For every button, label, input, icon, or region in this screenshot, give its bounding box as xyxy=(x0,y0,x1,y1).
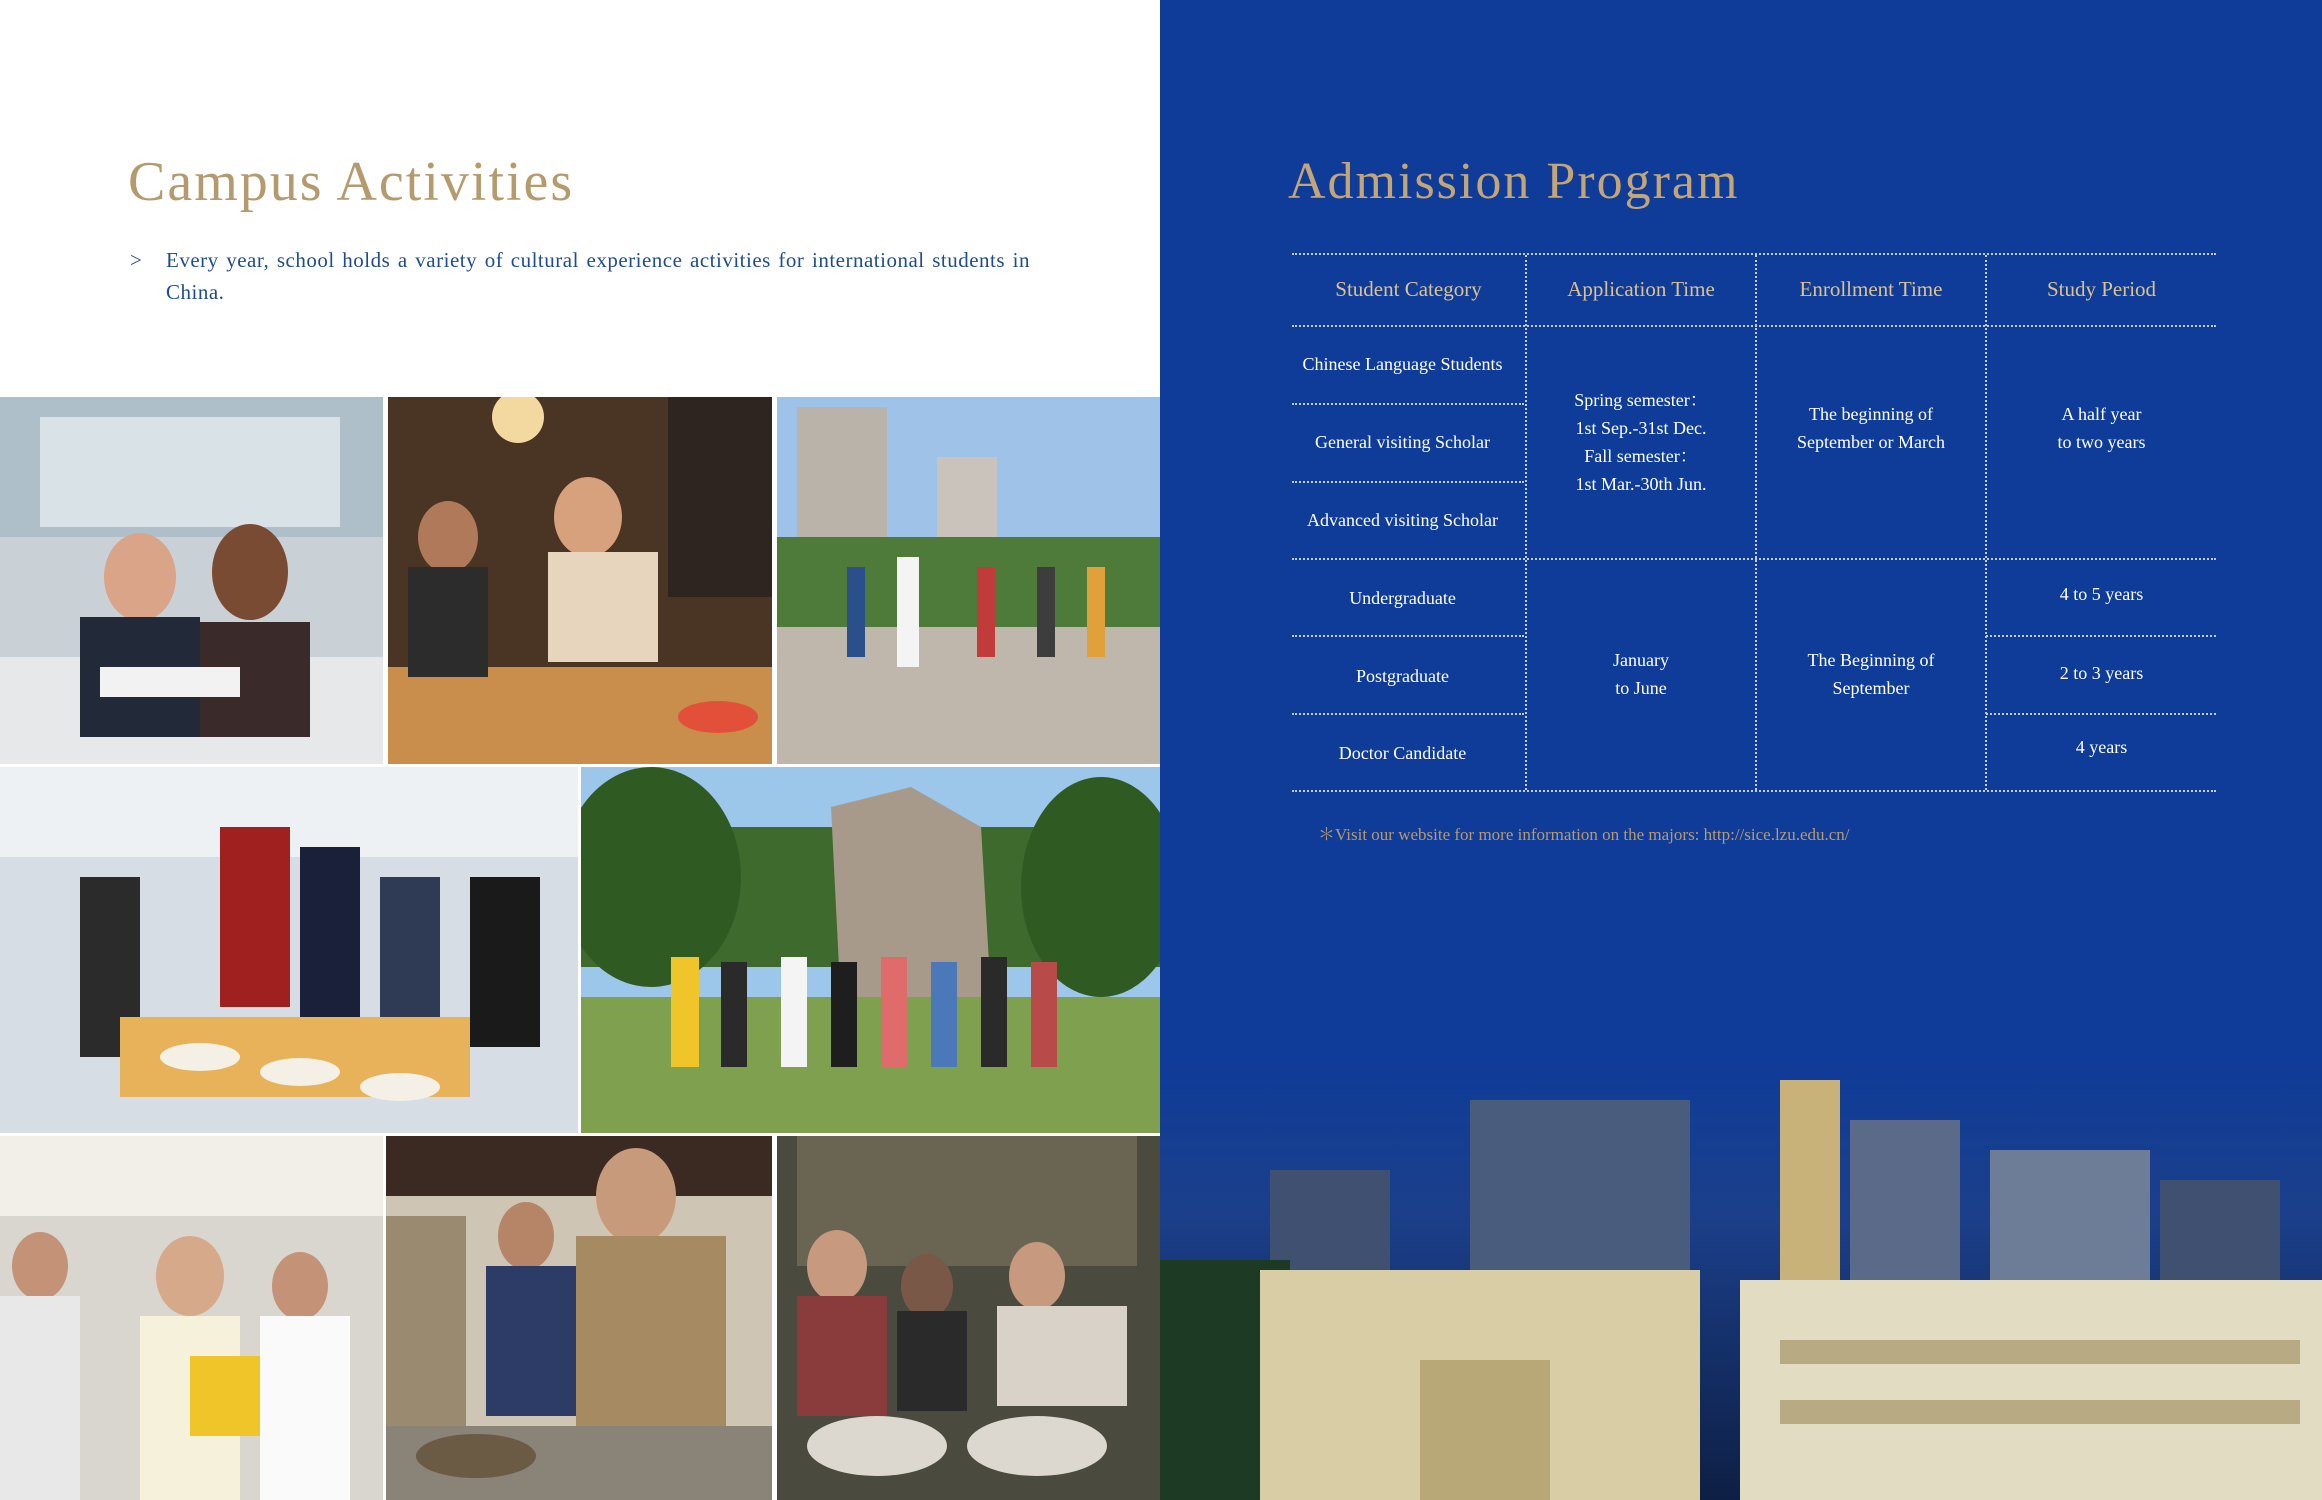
enrollment-line: September xyxy=(1832,678,1910,698)
table-rule-bottom xyxy=(1292,790,2216,792)
study-period-postgraduate: 2 to 3 years xyxy=(2059,663,2144,683)
photo-campus-night-skyline xyxy=(1160,1060,2322,1500)
category-postgraduate: Postgraduate xyxy=(1356,666,1449,686)
admission-program-title: Admission Program xyxy=(1288,153,1740,210)
photo-dumpling-making xyxy=(386,1136,772,1500)
photo-students-corridor xyxy=(0,1136,383,1500)
photo-clay-workshop xyxy=(388,397,772,764)
enrollment-line: The Beginning of xyxy=(1807,650,1935,670)
table-rule-row xyxy=(1986,713,2216,715)
application-line: 1st Sep.-31st Dec. xyxy=(1575,418,1707,438)
category-undergraduate: Undergraduate xyxy=(1349,588,1456,608)
application-line: Fall semester： xyxy=(1584,446,1698,466)
photo-group-at-stone xyxy=(581,767,1160,1133)
table-rule-header xyxy=(1292,325,2216,327)
enrollment-time-group2 xyxy=(1757,646,1985,702)
application-line: January xyxy=(1613,650,1669,670)
study-period-undergraduate: 4 to 5 years xyxy=(2059,584,2144,604)
header-application-time: Application Time xyxy=(1567,277,1715,301)
application-time-group2 xyxy=(1527,646,1755,702)
header-enrollment-time: Enrollment Time xyxy=(1799,277,1943,301)
category-general-scholar: General visiting Scholar xyxy=(1315,432,1490,452)
website-note: ＊Visit our website for more information on the majors: http://sice.lzu.edu.cn/ xyxy=(1318,825,1850,844)
photo-cultural-food-fair xyxy=(0,767,578,1133)
application-line: to June xyxy=(1615,678,1667,698)
table-divider xyxy=(1985,255,1987,790)
bullet-arrow-icon: > xyxy=(130,248,143,272)
photo-students-reading xyxy=(0,397,383,764)
period-line: A half year xyxy=(2061,404,2142,424)
campus-intro xyxy=(130,244,1030,308)
admission-program-page xyxy=(1160,0,2322,1500)
table-rule-group xyxy=(1292,558,2216,560)
table-rule-top xyxy=(1292,253,2216,255)
header-student-category: Student Category xyxy=(1335,277,1482,301)
application-time-group1 xyxy=(1527,386,1755,498)
category-doctor-candidate: Doctor Candidate xyxy=(1338,743,1467,763)
campus-activities-title: Campus Activities xyxy=(128,151,575,213)
table-rule-row xyxy=(1292,713,1524,715)
table-rule-row xyxy=(1292,403,1524,405)
enrollment-line: The beginning of xyxy=(1809,404,1933,424)
period-line: to two years xyxy=(2057,432,2146,452)
category-chinese-language: Chinese Language Students xyxy=(1302,354,1503,374)
campus-activities-page xyxy=(0,0,1160,1500)
category-advanced-scholar: Advanced visiting Scholar xyxy=(1307,510,1498,530)
table-rule-row xyxy=(1292,481,1524,483)
photo-taichi-outdoor xyxy=(777,397,1160,764)
table-rule-row xyxy=(1292,635,1524,637)
application-line: 1st Mar.-30th Jun. xyxy=(1575,474,1707,494)
application-line: Spring semester： xyxy=(1574,390,1708,410)
table-divider xyxy=(1525,255,1527,790)
enrollment-line: September or March xyxy=(1797,432,1945,452)
table-rule-row xyxy=(1986,635,2216,637)
table-divider xyxy=(1755,255,1757,790)
header-study-period: Study Period xyxy=(2046,277,2157,301)
campus-intro-text: Every year, school holds a variety of cultural experience activities for international students in China. xyxy=(166,248,1030,304)
study-period-doctor: 4 years xyxy=(2075,737,2128,757)
study-period-group1 xyxy=(1987,400,2216,456)
enrollment-time-group1 xyxy=(1757,400,1985,456)
photo-pottery-class xyxy=(777,1136,1160,1500)
